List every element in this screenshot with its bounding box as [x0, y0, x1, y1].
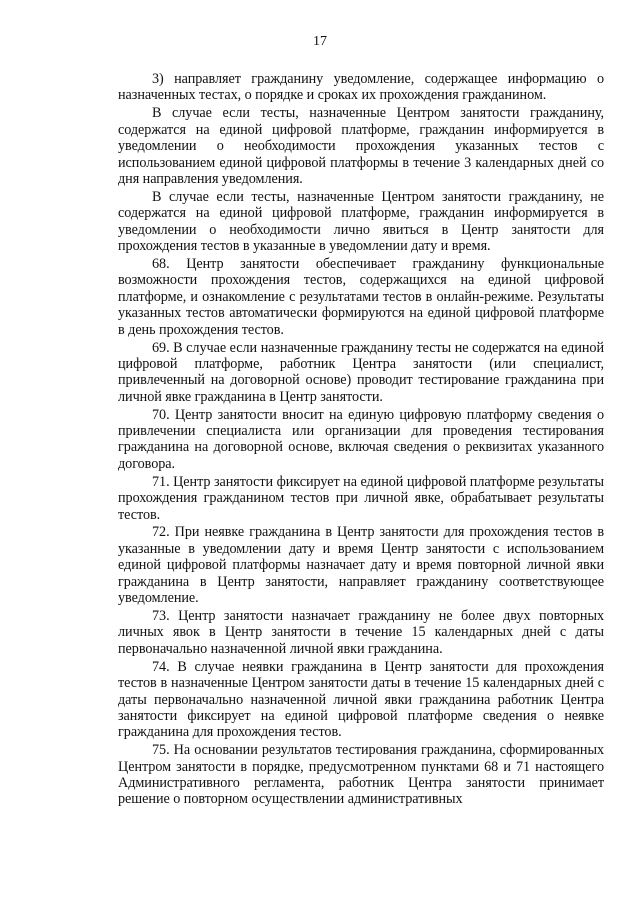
document-body — [118, 71, 604, 809]
paragraph-74: 74. В случае неявки гражданина в Центр занятости для прохождения тестов в назначенные Центром занятости даты в течение 15 календарных дней с даты первоначально назначенной личной явки гражданина работник Центра занятости фиксирует на единой цифровой платформе сведения о неявке гражданина для прохождения тестов. — [118, 658, 604, 741]
paragraph-3-notification: 3) направляет гражданину уведомление, содержащее информацию о назначенных тестах, о порядке и сроках их прохождения гражданином. — [118, 71, 604, 104]
page-number: 17 — [313, 34, 327, 49]
paragraph-68: 68. Центр занятости обеспечивает гражданину функциональные возможности прохождения тестов, содержащихся на единой цифровой платформе, и ознакомление с результатами тестов в онлайн-режиме. Результаты указанных тестов автоматически формируются на единой цифровой платформе в день прохождения тестов. — [118, 255, 604, 338]
paragraph-tests-on-platform: В случае если тесты, назначенные Центром занятости гражданину, содержатся на единой цифровой платформе, гражданин информируется в уведомлении о необходимости прохождения указанных тестов с использованием единой цифровой платформы в течение 3 календарных дней со дня направления уведомления. — [118, 105, 604, 187]
paragraph-69: 69. В случае если назначенные гражданину тесты не содержатся на единой цифровой платформе, работник Центра занятости (или специалист, привлеченный на договорной основе) проводит тестирование гражданина при личной явке гражданина в Центр занятости. — [118, 339, 604, 405]
paragraph-75: 75. На основании результатов тестирования гражданина, сформированных Центром занятости в порядке, предусмотренном пунктами 68 и 71 настоящего Административного регламента, работник Центра занятости принимает решение о повторном осуществлении административных — [118, 742, 604, 808]
paragraph-tests-not-on-platform: В случае если тесты, назначенные Центром занятости гражданину, не содержатся на единой цифровой платформе, гражданин информируется в уведомлении о необходимости лично явиться в Центр занятости для прохождения тестов в указанные в уведомлении дату и время. — [118, 188, 604, 255]
paragraph-72: 72. При неявке гражданина в Центр занятости для прохождения тестов в указанные в уведомлении дату и время Центр занятости с использованием единой цифровой платформы назначает дату и время повторной личной явки гражданина в Центр занятости, направляет гражданину соответствующее уведомление. — [118, 524, 604, 607]
paragraph-70: 70. Центр занятости вносит на единую цифровую платформу сведения о привлечении специалиста или организации для проведения тестирования гражданина на договорной основе, включая сведения о реквизитах указанного договора. — [118, 406, 604, 472]
paragraph-71: 71. Центр занятости фиксирует на единой цифровой платформе результаты прохождения гражданином тестов при личной явке, обрабатывает результаты тестов. — [118, 473, 604, 523]
paragraph-73: 73. Центр занятости назначает гражданину не более двух повторных личных явок в Центр занятости в течение 15 календарных дней с даты первоначально назначенной личной явки гражданина. — [118, 608, 604, 657]
